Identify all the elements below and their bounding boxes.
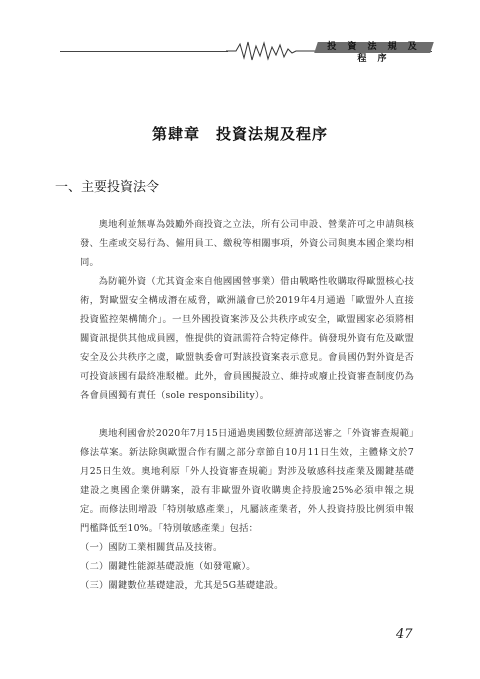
list-item: （三）關鍵數位基礎建設，尤其是5G基礎建設。 (80, 580, 284, 591)
paragraph: 奧地利國會於2020年7月15日通過奧國數位經濟部送審之「外資審查規範」修法草案。新法除與歐盟合作有關之部分章節自10月11日生效，主體條文於7月25日生效。奧地利原「外人投資審查規範」對涉及敏感科技產業及關鍵基礎建設之奧國企業併購案，設有非歐盟外資收購奧企持股逾25%必須申報之規定。而修法則增設「特別敏感產業」，凡屬該產業者，外人投資持股比例須申報門檻降低至10%。「特別敏感產業」包括： (80, 428, 414, 534)
running-header (60, 38, 432, 62)
list-item: （一）國防工業相關貨品及技術。 (80, 542, 223, 553)
paragraph: 奧地利並無專為鼓勵外商投資之立法，所有公司申設、營業許可之申請與核發、生產或交易行為、僱用員工、繳稅等相關事項，外資公司與奧本國企業均相同。 (80, 219, 414, 268)
section-title: 一、主要投資法令 (55, 180, 160, 195)
running-header-title: 投 資 法 規 及 程 序 (327, 42, 421, 64)
header-rule-left (60, 51, 228, 52)
chapter-title: 第肆章 投資法規及程序 (151, 125, 328, 143)
page-number: 47 (396, 627, 413, 642)
sensitive-industries-list (80, 538, 414, 595)
paragraph: 為防範外資（尤其資金來自他國國營事業）借由戰略性收購取得歐盟核心技術，對歐盟安全構成潛在威脅，歐洲議會已於2019年4月通過「歐盟外人直接投資監控架構簡介」。一旦外國投資案涉及公共秩序或安全，歐盟國家必須將相關資訊提供其他成員國，惟提供的資訊需符合特定條件。倘發現外資有危及歐盟安全及公共秩序之虞，歐盟執委會可對該投資案表示意見。會員國仍對外資是否可投資該國有最終准駁權。此外，會員國擬設立、維持或廢止投資審查制度仍為各會員國獨有責任（sole responsibility）。 (80, 276, 414, 401)
list-item: （二）關鍵性能源基礎設施（如發電廠）。 (80, 561, 256, 572)
heartbeat-line-icon (226, 40, 318, 62)
